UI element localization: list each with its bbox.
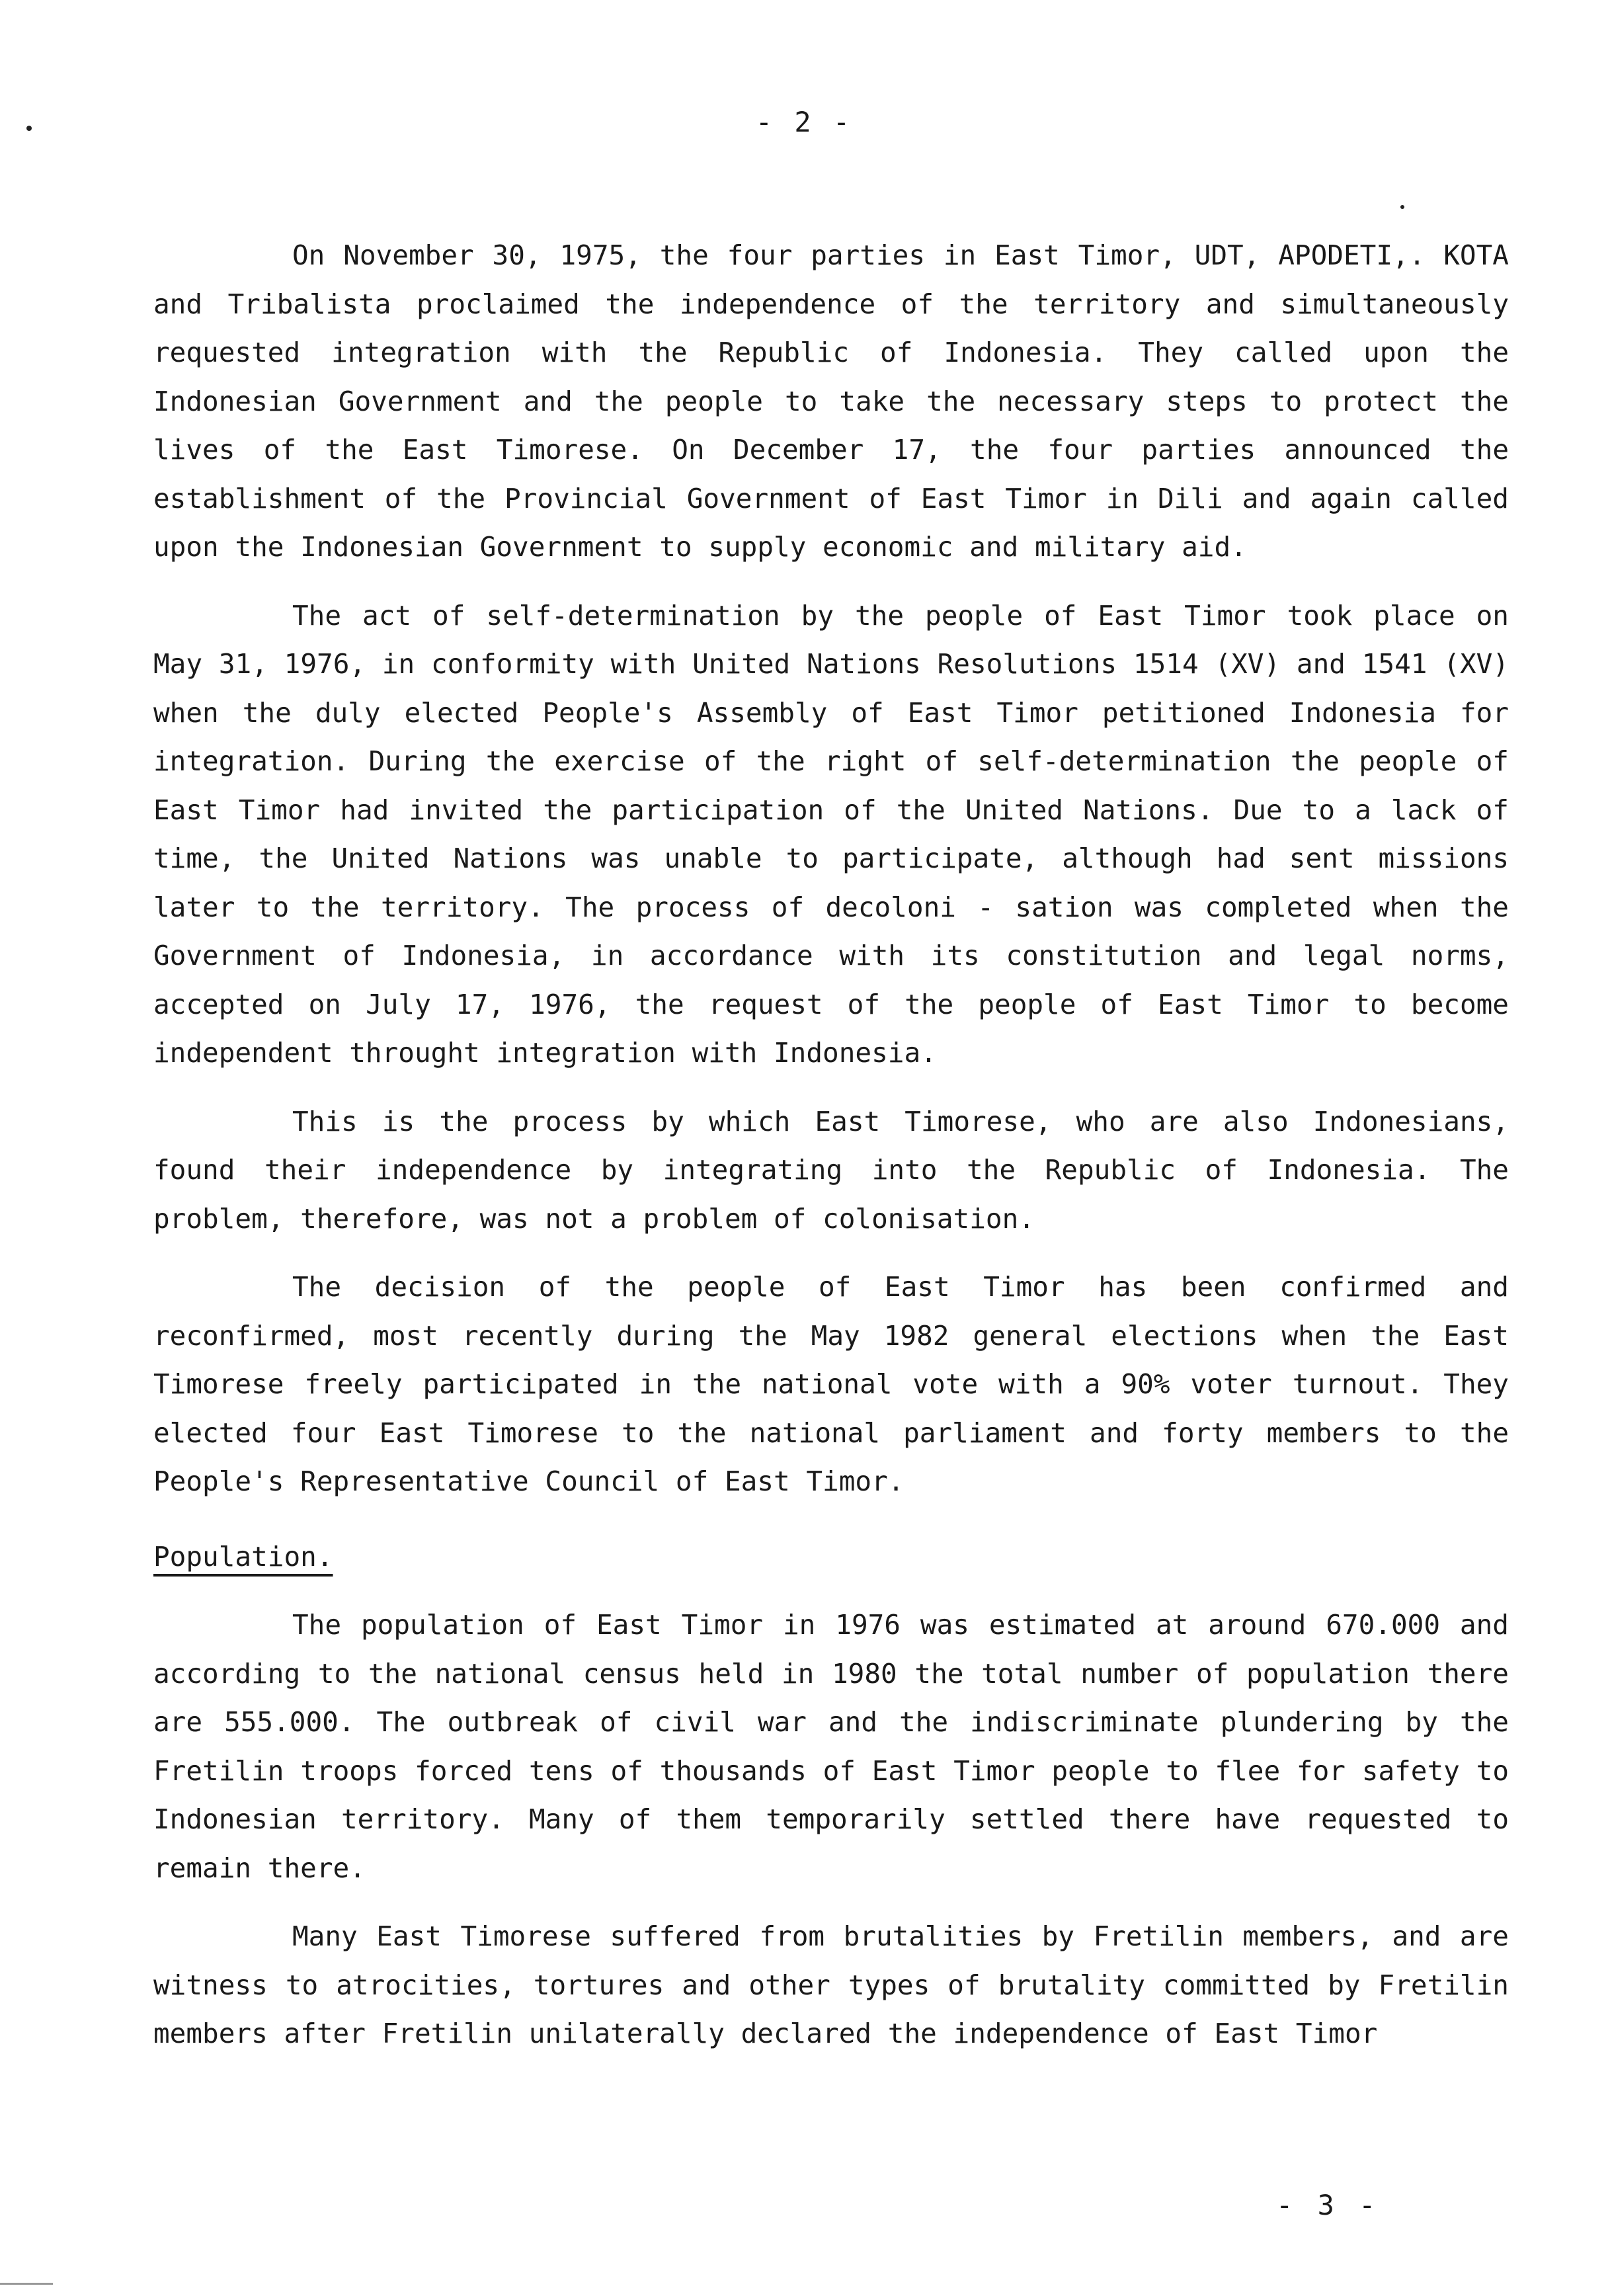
section-heading-population: Population. bbox=[153, 1540, 333, 1573]
paragraph-population: The population of East Timor in 1976 was estimated at around 670.000 and according to the national census held in 1980 the total number of population there are 555.000. The outbreak of civil war and the indiscriminate plundering by the Fretilin troops forced tens of thousands of East Timor people to flee for safety to Indonesian territory. Many of them temporarily settled there have requested to remain there. bbox=[153, 1609, 1509, 1884]
paragraph-independence-proclamation: On November 30, 1975, the four parties in East Timor, UDT, APODETI,. KOTA and Tribalista proclaimed the independence of the territory and simultaneously requested integration with the Republic of Indonesia. They called upon the Indonesian Government and the people to take the necessary steps to protect the lives of the East Timorese. On December 17, the four parties announced the establishment of the Provincial Government of East Timor in Dili and again called upon the Indonesian Government to supply economic and military aid. bbox=[153, 239, 1509, 563]
paragraph-integration-process: This is the process by which East Timorese, who are also Indonesians, found their independence by integrating into the Republic of Indonesia. The problem, therefore, was not a problem of colonisation. bbox=[153, 1105, 1509, 1235]
page-number: - 2 - bbox=[755, 106, 853, 138]
paragraph-elections: The decision of the people of East Timor has been confirmed and reconfirmed, most recently during the May 1982 general elections when the East Timorese freely participated in the national vote with a 90% voter turnout. They elected four East Timorese to the national parliament and forty members to the People's Representative Council of East Timor. bbox=[153, 1271, 1509, 1497]
paragraph-brutalities: Many East Timorese suffered from brutalities by Fretilin members, and are witness to atrocities, tortures and other types of brutality committed by Fretilin members after Fretilin unilaterally declared the independence of East Timor bbox=[153, 1920, 1509, 2049]
document-body bbox=[153, 231, 1509, 2059]
scan-speck bbox=[1400, 205, 1404, 209]
next-page-number: - 3 - bbox=[1276, 2189, 1380, 2221]
paragraph-self-determination: The act of self-determination by the people of East Timor took place on May 31, 1976, in conformity with United Nations Resolutions 1514 (XV) and 1541 (XV) when the duly elected People's Assembly of East Timor petitioned Indonesia for integration. During the exercise of the right of self-determination the people of East Timor had invited the participation of the United Nations. Due to a lack of time, the United Nations was unable to participate, although had sent missions later to the territory. The process of decoloni - sation was completed when the Government of Indonesia, in accordance with its constitution and legal norms, accepted on July 17, 1976, the request of the people of East Timor to become independent throught integration with Indonesia. bbox=[153, 599, 1509, 1069]
scan-edge-mark bbox=[0, 2283, 53, 2285]
